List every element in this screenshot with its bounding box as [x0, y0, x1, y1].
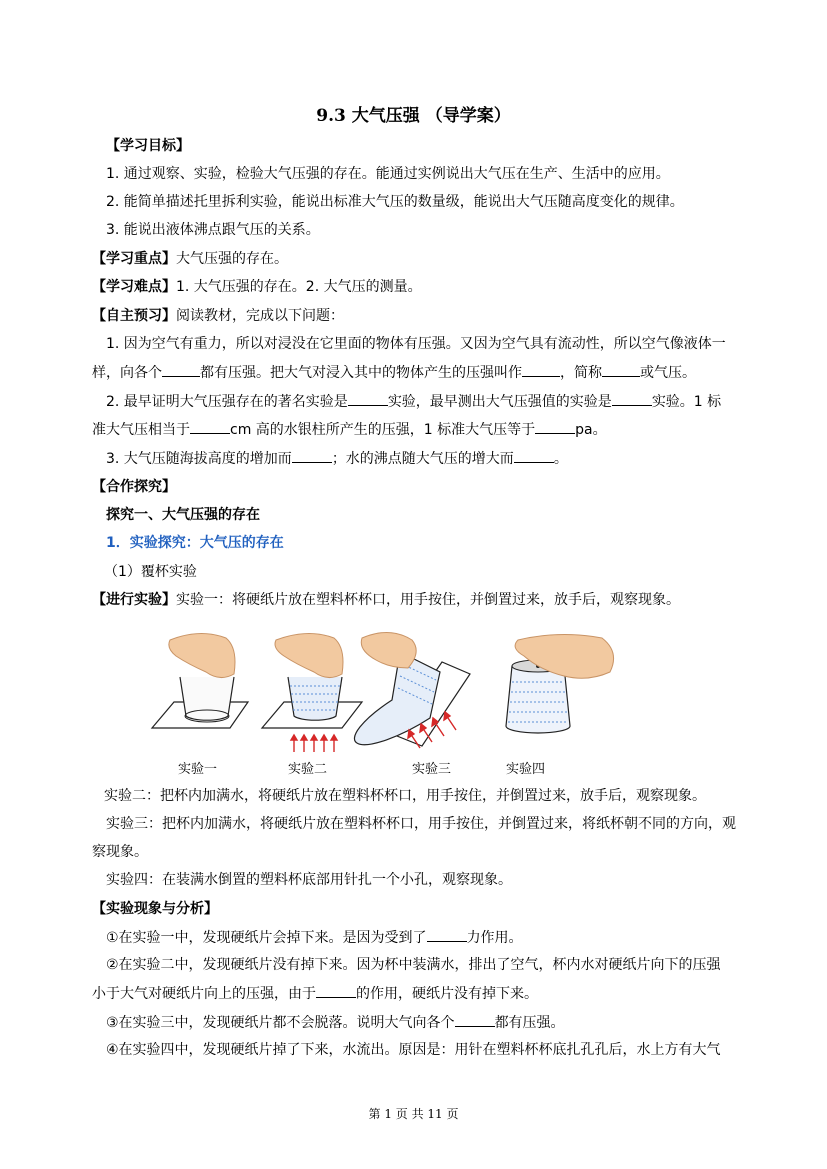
- preview-label: 【自主预习】: [92, 308, 176, 324]
- explore-heading: 【合作探究】: [92, 479, 176, 495]
- key-point: [92, 249, 288, 269]
- explore-item-title: （1）覆杯实验: [104, 564, 197, 580]
- text: 。: [553, 451, 568, 467]
- analysis-4: ④在实验四中，发现硬纸片掉了下来，水流出。原因是：用针在塑料杯杯底扎孔孔后，水上方有大气: [106, 1042, 721, 1058]
- analysis-1: [106, 927, 523, 948]
- key-point-label: 【学习重点】: [92, 251, 176, 267]
- text: ，简称: [560, 365, 602, 381]
- upright-cup-icon: [506, 666, 570, 733]
- analysis-2-line2: [92, 983, 538, 1004]
- objective-1: 1. 通过观察、实验，检验大气压强的存在。能通过实例说出大气压在生产、生活中的应用。: [106, 166, 670, 182]
- text: 力作用。: [466, 930, 523, 946]
- page-footer: 第 1 页 共 11 页: [368, 1107, 459, 1121]
- text: 实验，最早测出大气压强值的实验是: [387, 394, 612, 410]
- experiment-1-illustration: [152, 633, 248, 728]
- experiment-label: 【进行实验】: [92, 592, 176, 608]
- blank-field[interactable]: [514, 448, 554, 463]
- preview-intro: 阅读教材，完成以下问题：: [176, 308, 344, 324]
- water-cup-icon: [288, 677, 342, 720]
- caption-experiment-3: 实验三: [412, 762, 452, 777]
- caption-experiment-4: 实验四: [506, 762, 546, 777]
- text: 3. 大气压随海拔高度的增加而: [106, 451, 292, 467]
- caption-experiment-2: 实验二: [288, 762, 328, 777]
- upward-pressure-arrows-icon: [291, 735, 337, 752]
- blank-field[interactable]: [455, 1012, 495, 1027]
- analysis-3: [106, 1012, 565, 1033]
- objective-3: 3. 能说出液体沸点跟气压的关系。: [106, 222, 320, 238]
- text: pa。: [575, 422, 607, 438]
- difficulty-text: 1. 大气压强的存在。2. 大气压的测量。: [176, 279, 422, 295]
- experiment-1-text: [92, 590, 680, 610]
- blank-field[interactable]: [602, 362, 640, 377]
- text: cm 高的水银柱所产生的压强，1 标准大气压等于: [230, 422, 536, 438]
- preview-q1-line1: 1. 因为空气有重力，所以对浸没在它里面的物体有压强。又因为空气具有流动性，所以空气像液体一: [106, 336, 726, 352]
- text: 都有压强。把大气对浸入其中的物体产生的压强叫作: [200, 365, 522, 381]
- experiment-illustration: [140, 622, 700, 752]
- blank-field[interactable]: [190, 419, 230, 434]
- blank-field[interactable]: [535, 419, 575, 434]
- objectives-heading: 【学习目标】: [106, 138, 190, 154]
- cup-icon: [180, 677, 234, 720]
- blank-field[interactable]: [292, 448, 332, 463]
- text: 2. 最早证明大气压强存在的著名实验是: [106, 394, 348, 410]
- preview-q1-line2: [92, 362, 696, 383]
- preview-q3: [106, 448, 568, 469]
- blank-field[interactable]: [316, 983, 356, 998]
- experiment-2-illustration: [262, 633, 362, 752]
- caption-experiment-1: 实验一: [178, 762, 218, 777]
- preview-heading: [92, 306, 344, 326]
- analysis-heading: 【实验现象与分析】: [92, 901, 218, 917]
- text: 都有压强。: [494, 1015, 565, 1031]
- text: ；水的沸点随大气压的增大而: [331, 451, 514, 467]
- text: ①在实验一中，发现硬纸片会掉下来。是因为受到了: [106, 930, 427, 946]
- preview-q2-line2: [92, 419, 607, 440]
- objective-2: 2. 能简单描述托里拆利实验，能说出标准大气压的数量级，能说出大气压随高度变化的规律。: [106, 194, 684, 210]
- blank-field[interactable]: [162, 362, 200, 377]
- experiment-3-text-line2: 察现象。: [92, 844, 148, 860]
- text: ③在实验三中，发现硬纸片都不会脱落。说明大气向各个: [106, 1015, 455, 1031]
- text: 准大气压相当于: [92, 422, 190, 438]
- hand-icon: [361, 632, 416, 668]
- text: 的作用，硬纸片没有掉下来。: [356, 986, 538, 1002]
- explore-subsection-title: 1．实验探究：大气压的存在: [106, 535, 284, 551]
- key-point-text: 大气压强的存在。: [176, 251, 288, 267]
- text: 实验一：将硬纸片放在塑料杯杯口，用手按住，并倒置过来，放手后，观察现象。: [176, 592, 680, 608]
- blank-field[interactable]: [612, 391, 652, 406]
- experiment-4-text: 实验四：在装满水倒置的塑料杯底部用针扎一个小孔，观察现象。: [106, 872, 512, 888]
- text: 实验。1 标: [651, 394, 722, 410]
- experiment-2-text: 实验二：把杯内加满水，将硬纸片放在塑料杯杯口，用手按住，并倒置过来，放手后，观察现象。: [104, 788, 706, 804]
- hand-icon: [275, 633, 343, 677]
- blank-field[interactable]: [522, 362, 560, 377]
- experiment-3-illustration: [354, 632, 470, 748]
- experiment-3-text-line1: 实验三：把杯内加满水，将硬纸片放在塑料杯杯口，用手按住，并倒置过来，将纸杯朝不同的方向，观: [106, 816, 736, 832]
- hand-icon: [169, 633, 235, 677]
- text: 样，向各个: [92, 365, 162, 381]
- preview-q2-line1: [106, 391, 721, 412]
- blank-field[interactable]: [427, 927, 467, 942]
- difficulty-label: 【学习难点】: [92, 279, 176, 295]
- text: 或气压。: [640, 365, 696, 381]
- analysis-2-line1: ②在实验二中，发现硬纸片没有掉下来。因为杯中装满水，排出了空气，杯内水对硬纸片向下的压强: [106, 957, 721, 973]
- text: 小于大气对硬纸片向上的压强，由于: [92, 986, 316, 1002]
- experiment-4-illustration: [506, 634, 614, 733]
- blank-field[interactable]: [348, 391, 388, 406]
- page-title: 9.3 大气压强 （导学案）: [316, 106, 511, 126]
- explore-section-title: 探究一、大气压强的存在: [106, 507, 260, 523]
- difficulty: [92, 277, 422, 297]
